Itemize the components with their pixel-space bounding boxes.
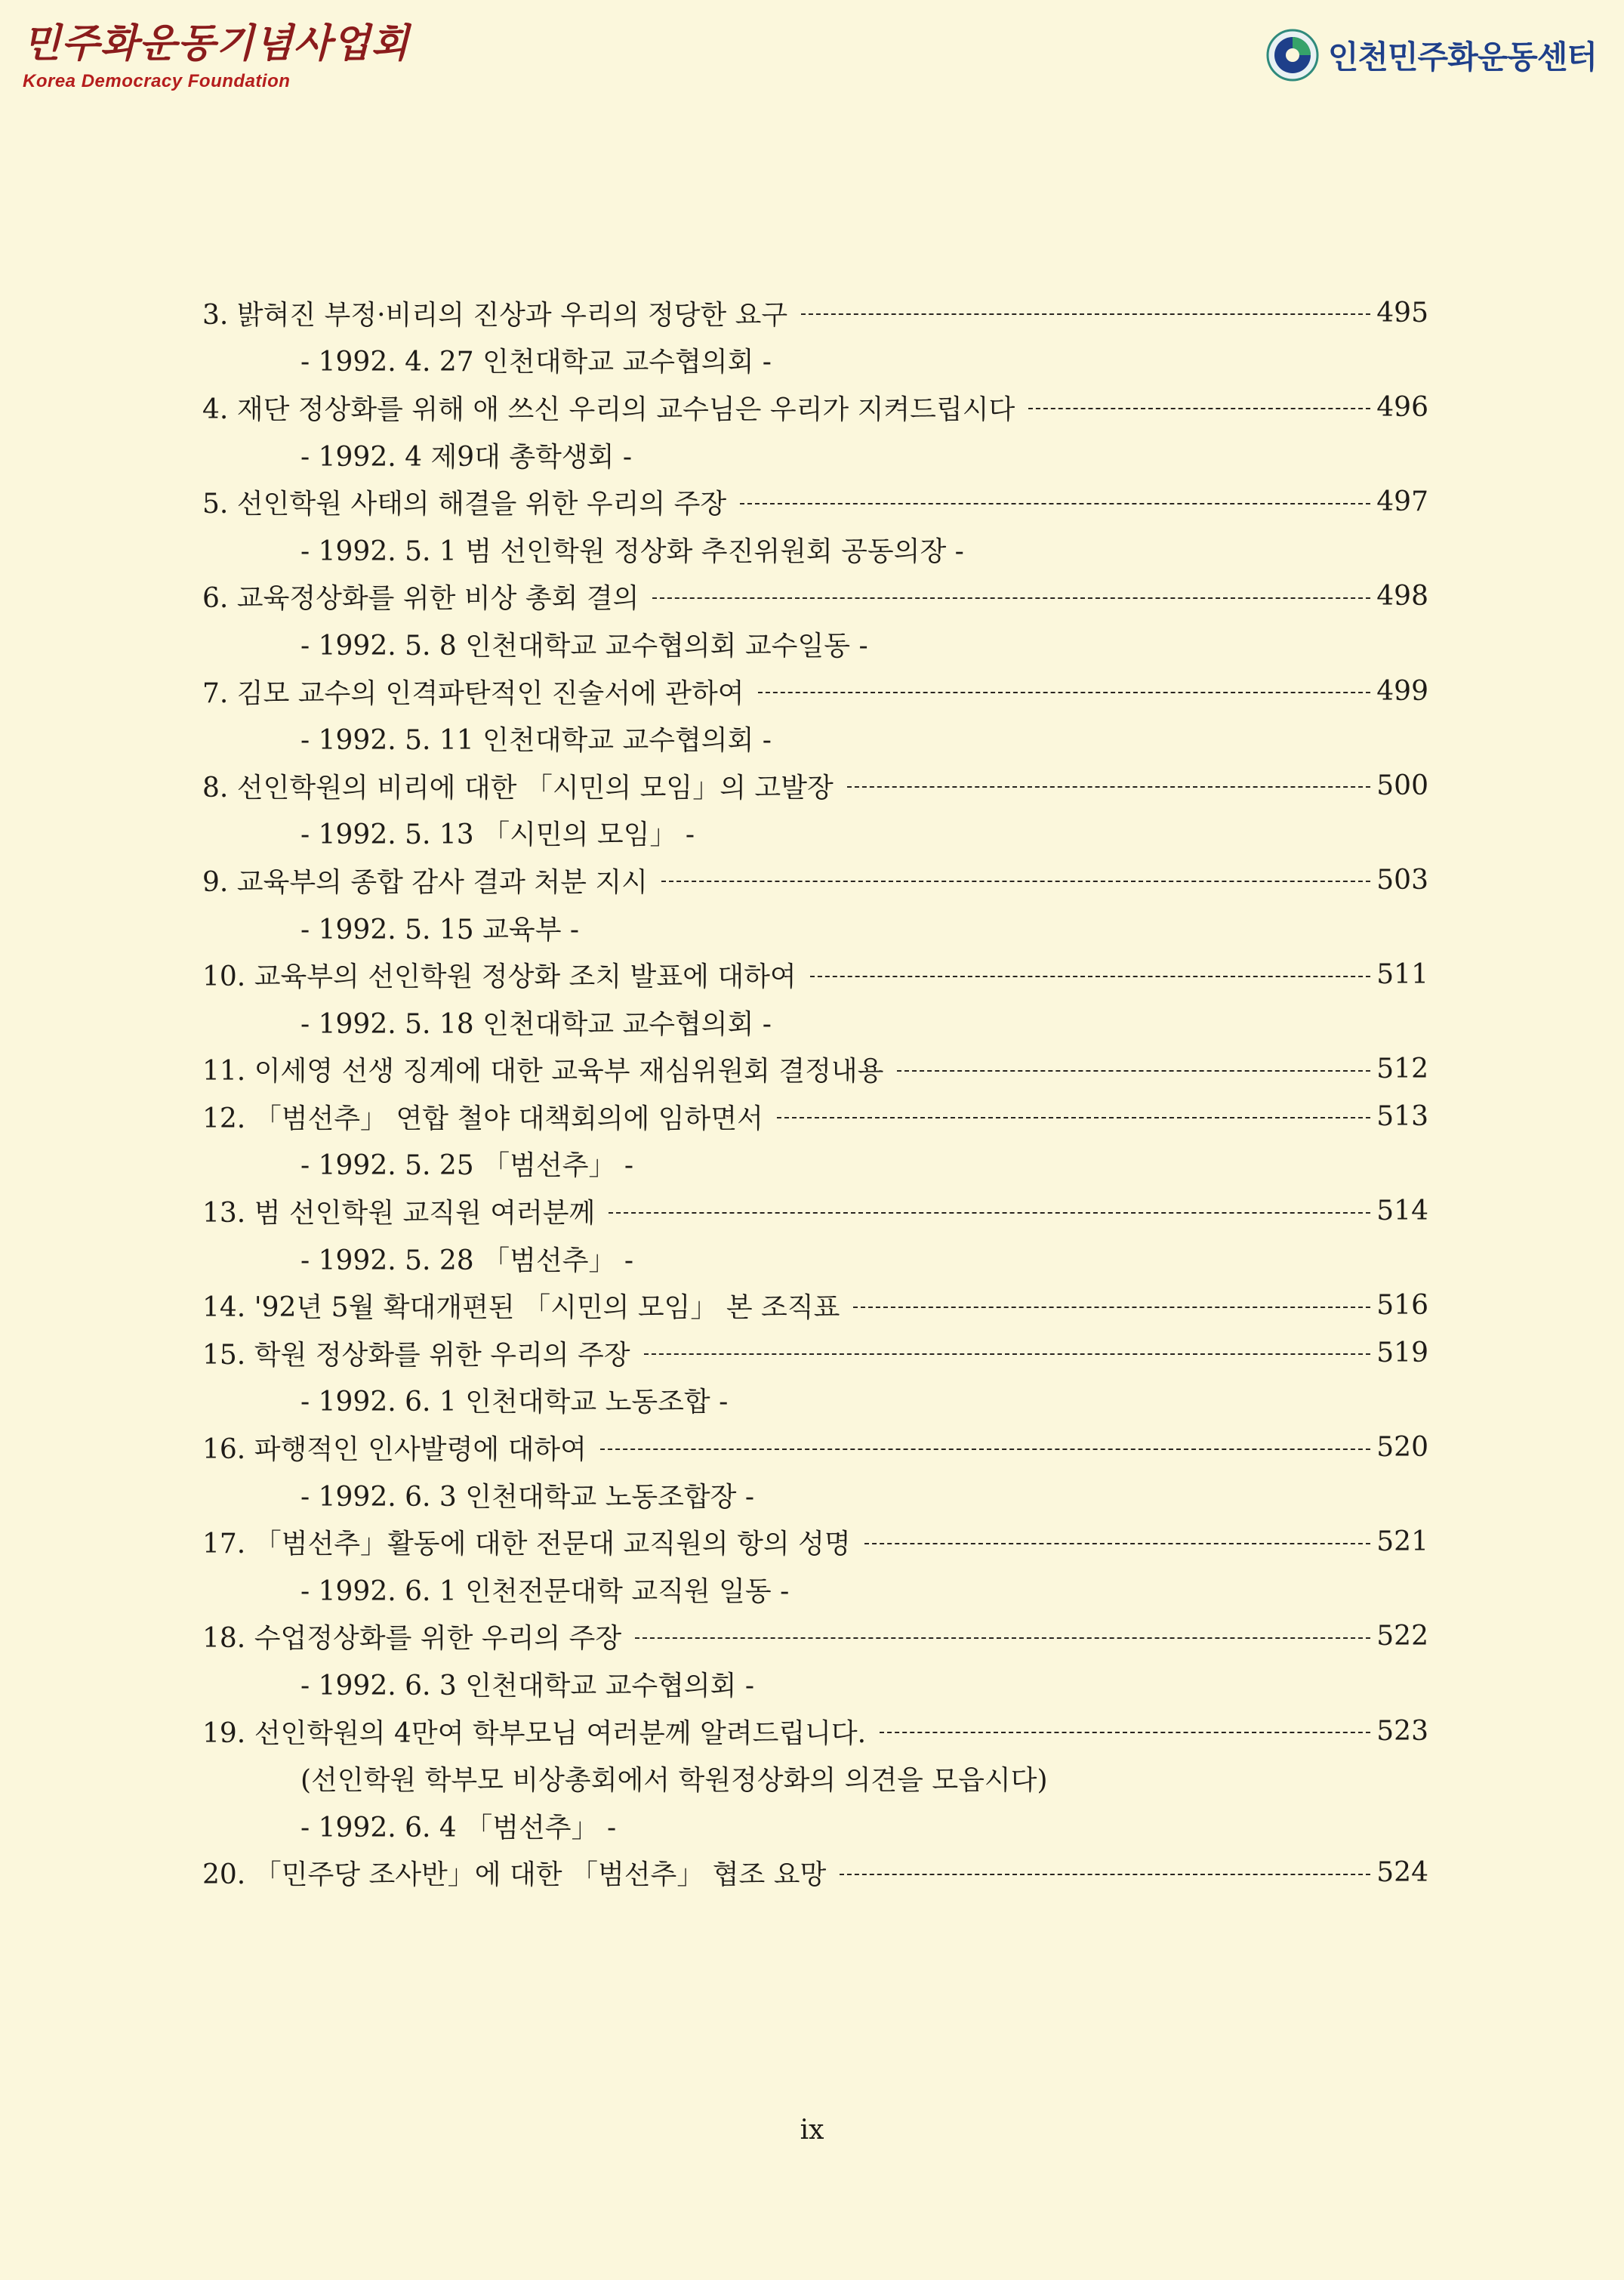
toc-entry-page: 496 <box>1376 391 1428 423</box>
toc-entry-page: 513 <box>1376 1100 1428 1132</box>
toc-entry-source: - 1992. 5. 15 교육부 - <box>300 914 580 946</box>
toc-entry-source: - 1992. 6. 1 인천대학교 노동조합 - <box>300 1387 729 1418</box>
toc-entry-source: - 1992. 4. 27 인천대학교 교수협의회 - <box>300 347 772 378</box>
page-number: ix <box>800 2115 824 2146</box>
toc-entry-page: 523 <box>1376 1715 1428 1747</box>
dot-leader <box>810 976 1371 977</box>
toc-entry-title: 7. 김모 교수의 인격파탄적인 진술서에 관하여 <box>202 677 744 709</box>
toc-entry-source: - 1992. 6. 3 인천대학교 노동조합장 - <box>300 1481 755 1513</box>
toc-entry <box>202 668 1428 715</box>
toc-entry <box>202 1093 1428 1140</box>
toc-entry-title: 10. 교육부의 선인학원 정상화 조치 발표에 대하여 <box>202 961 797 993</box>
toc-entry-page: 498 <box>1376 581 1428 612</box>
dot-leader <box>609 1212 1370 1214</box>
toc-entry-page: 503 <box>1376 864 1428 896</box>
toc-entry-source: - 1992. 6. 3 인천대학교 교수협의회 - <box>300 1671 755 1702</box>
toc-entry-title: 16. 파행적인 인사발령에 대하여 <box>202 1434 587 1466</box>
toc-entry-source: - 1992. 6. 4 「범선추」 - <box>300 1812 617 1843</box>
dot-leader <box>758 692 1371 693</box>
toc-entry-source: - 1992. 5. 18 인천대학교 교수협의회 - <box>300 1008 772 1040</box>
toc-entry-source: - 1992. 5. 25 「범선추」 - <box>300 1150 634 1182</box>
toc-entry <box>202 1850 1428 1897</box>
toc-entry-source: (선인학원 학부모 비상총회에서 학원정상화의 의견을 모읍시다) <box>300 1765 1048 1797</box>
dot-leader <box>1028 408 1370 409</box>
toc-entry-page: 512 <box>1376 1054 1428 1085</box>
toc-entry-title: 11. 이세영 선생 징계에 대한 교육부 재심위원회 결정내용 <box>202 1056 884 1088</box>
toc-entry-page: 520 <box>1376 1432 1428 1464</box>
dot-leader <box>880 1732 1370 1733</box>
dot-leader <box>864 1543 1371 1544</box>
toc-entry-title: 13. 범 선인학원 교직원 여러분께 <box>202 1198 596 1229</box>
toc-entry-page: 522 <box>1376 1621 1428 1652</box>
dot-leader <box>847 786 1371 788</box>
toc-entry <box>202 1518 1428 1566</box>
toc-entry-page: 521 <box>1376 1526 1428 1558</box>
dot-leader <box>853 1307 1370 1308</box>
toc-entry <box>202 1046 1428 1094</box>
dot-leader <box>777 1117 1370 1118</box>
toc-entry-title: 8. 선인학원의 비리에 대한 「시민의 모임」의 고발장 <box>202 772 834 804</box>
toc-entry-title: 15. 학원 정상화를 위한 우리의 주장 <box>202 1339 630 1371</box>
toc-entry-title: 17. 「범선추」활동에 대한 전문대 교직원의 항의 성명 <box>202 1529 851 1560</box>
toc-entry-source: - 1992. 5. 11 인천대학교 교수협의회 - <box>300 725 772 757</box>
center-emblem-icon <box>1266 29 1319 82</box>
toc-entry-source: - 1992. 4 제9대 총학생회 - <box>300 441 633 473</box>
toc-entry-page: 499 <box>1376 675 1428 707</box>
toc-entry-source: - 1992. 5. 28 「범선추」 - <box>300 1245 634 1276</box>
toc-entry <box>202 1329 1428 1377</box>
toc-entry-page: 497 <box>1376 486 1428 518</box>
toc-entry <box>202 384 1428 431</box>
foundation-name-korean: 민주화운동기념사업회 <box>23 20 410 66</box>
toc-entry-source: - 1992. 5. 8 인천대학교 교수협의회 교수일동 - <box>300 630 868 662</box>
dot-leader <box>897 1070 1370 1072</box>
toc-entry-source: - 1992. 6. 1 인천전문대학 교직원 일동 - <box>300 1575 790 1607</box>
dot-leader <box>652 597 1370 599</box>
dot-leader <box>644 1353 1371 1355</box>
toc-entry-title: 18. 수업정상화를 위한 우리의 주장 <box>202 1623 622 1655</box>
toc-entry-title: 12. 「범선추」 연합 철야 대책회의에 임하면서 <box>202 1103 763 1134</box>
dot-leader <box>635 1637 1370 1639</box>
toc-entry-title: 4. 재단 정상화를 위해 애 쓰신 우리의 교수님은 우리가 지켜드립시다 <box>202 393 1015 425</box>
toc-entry-title: 5. 선인학원 사태의 해결을 위한 우리의 주장 <box>202 489 727 520</box>
dot-leader <box>801 313 1370 315</box>
toc-entry <box>202 856 1428 904</box>
toc-entry-title: 14. '92년 5월 확대개편된 「시민의 모임」 본 조직표 <box>202 1292 840 1324</box>
toc-entry-source: - 1992. 5. 1 범 선인학원 정상화 추진위원회 공동의장 - <box>300 535 964 567</box>
toc-entry-page: 511 <box>1376 959 1428 991</box>
center-logo <box>1266 29 1597 82</box>
dot-leader <box>661 881 1370 882</box>
toc-entry-title: 20. 「민주당 조사반」에 대한 「범선추」 협조 요망 <box>202 1859 827 1891</box>
toc-entry-title: 19. 선인학원의 4만여 학부모님 여러분께 알려드립니다. <box>202 1717 867 1749</box>
toc-entry <box>202 762 1428 810</box>
toc-entry-page: 519 <box>1376 1337 1428 1368</box>
dot-leader <box>840 1874 1370 1875</box>
toc-entry <box>202 951 1428 998</box>
toc-entry-page: 514 <box>1376 1196 1428 1227</box>
foundation-name-english: Korea Democracy Foundation <box>23 71 291 91</box>
toc-entry-title: 9. 교육부의 종합 감사 결과 처분 지시 <box>202 866 648 898</box>
toc-entry <box>202 1708 1428 1755</box>
toc-entry-title: 3. 밝혀진 부정·비리의 진상과 우리의 정당한 요구 <box>202 299 788 331</box>
toc-entry <box>202 1613 1428 1661</box>
table-of-contents <box>202 289 1428 1896</box>
toc-entry-page: 524 <box>1376 1857 1428 1889</box>
toc-entry-page: 516 <box>1376 1290 1428 1322</box>
toc-entry <box>202 1424 1428 1471</box>
foundation-logo <box>23 20 410 92</box>
toc-entry <box>202 289 1428 337</box>
dot-leader <box>740 503 1370 504</box>
toc-entry <box>202 573 1428 621</box>
toc-entry-source: - 1992. 5. 13 「시민의 모임」 - <box>300 819 695 851</box>
toc-entry-page: 500 <box>1376 770 1428 801</box>
dot-leader <box>600 1449 1370 1450</box>
toc-entry <box>202 1282 1428 1329</box>
toc-entry <box>202 1187 1428 1235</box>
toc-entry-title: 6. 교육정상화를 위한 비상 총회 결의 <box>202 583 639 615</box>
center-name: 인천민주화운동센터 <box>1327 39 1597 76</box>
toc-entry <box>202 478 1428 526</box>
toc-entry-page: 495 <box>1376 297 1428 329</box>
